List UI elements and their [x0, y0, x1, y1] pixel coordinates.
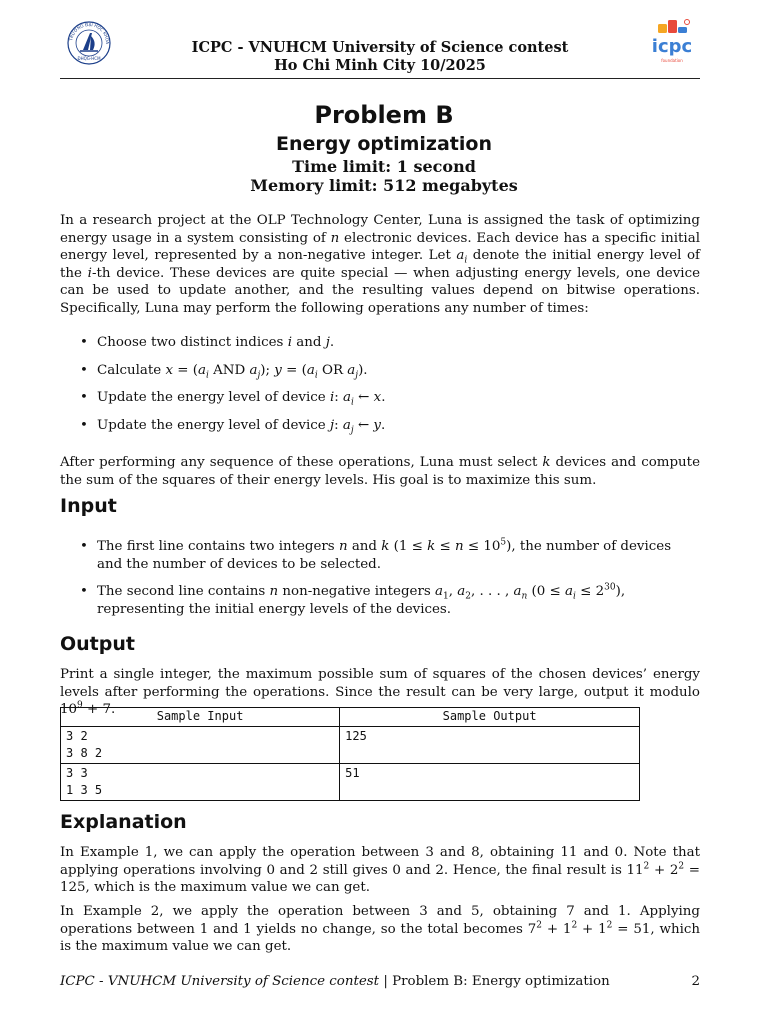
explanation-2 — [60, 903, 700, 956]
sample-input-cell: 3 3 1 3 5 — [61, 764, 340, 801]
explanation-paragraph: In Example 1, we can apply the operation between 3 and 8, obtaining 11 and 0. Note that applying operations involving 0 and 2 still gives 0 and 2. Hence, the final result is $11^2 + 2^2 = 125$, which is the maximum value we can get. — [60, 845, 700, 895]
time-limit: Time limit: 1 second — [292, 157, 476, 176]
input-item: • The first line contains two integers n and k $(1 \le k \le n \le 10^5)$, the number of devices and the number of devices to be selected. — [60, 538, 700, 573]
footer-problem-ref: Problem B: Energy optimization — [392, 974, 610, 989]
problem-name: Energy optimization — [276, 133, 492, 155]
sample-output-cell: 125 — [340, 727, 640, 764]
page-number: 2 — [691, 974, 700, 989]
output-paragraph: Print a single integer, the maximum possible sum of squares of the chosen devices’ energy levels after performing the operations. Since the result can be very large, output it modulo $10^9 + 7$. — [60, 667, 700, 717]
sample-row — [61, 727, 640, 764]
operations-list — [60, 334, 700, 444]
page-footer — [60, 974, 700, 989]
svg-text:icpc: icpc — [651, 36, 693, 57]
explanation-1 — [60, 844, 700, 897]
svg-text:ĐHQG-HCM: ĐHQG-HCM — [77, 56, 101, 61]
statement-intro — [60, 212, 700, 317]
goal-paragraph: After performing any sequence of these operations, Luna must select k devices and compute the sum of the squares of their energy levels. His goal is to maximize this sum. — [60, 455, 700, 488]
input-heading: Input — [60, 495, 117, 517]
operation-item: • Calculate $x = (a_i$ AND $a_j$); $y = (a_i$ OR $a_j$). — [60, 362, 700, 380]
footer-separator: | — [383, 974, 388, 989]
footer-contest: ICPC - VNUHCM University of Science contest — [60, 974, 380, 989]
memory-limit: Memory limit: 512 megabytes — [250, 176, 518, 195]
output-heading: Output — [60, 633, 135, 655]
samples-table — [60, 707, 640, 801]
operation-item: • Update the energy level of device j: $a_j$ ← y. — [60, 417, 700, 435]
page-header — [60, 20, 700, 79]
samples-header-row — [61, 708, 640, 727]
statement-goal — [60, 454, 700, 489]
sample-input-cell: 3 2 3 8 2 — [61, 727, 340, 764]
input-item: • The second line contains n non-negative integers $a_1$, $a_2$, . . . , $a_n$ $(0 \le a_i \le 2^{30})$, representing the initial energy levels of the devices. — [60, 583, 700, 618]
explanation-paragraph: In Example 2, we apply the operation between 3 and 5, obtaining 7 and 1. Applying operations between 1 and 1 yields no change, so the total becomes $7^2 + 1^2 + 1^2 = 51$, which is the maximum value we can get. — [60, 904, 700, 954]
icpc-logo — [644, 18, 700, 70]
problem-title: Problem B — [314, 101, 454, 129]
svg-text:TRƯỜNG ĐẠI HỌC KHOA HỌC TỰ NHI: TRƯỜNG ĐẠI HỌC KHOA — [68, 21, 111, 45]
sample-row — [61, 764, 640, 801]
explanation-heading: Explanation — [60, 811, 187, 833]
sample-input-header: Sample Input — [61, 708, 340, 727]
place-date: Ho Chi Minh City 10/2025 — [274, 57, 486, 74]
intro-paragraph: In a research project at the OLP Technology Center, Luna is assigned the task of optimizing energy usage in a system consisting of n electronic devices. Each device has a specific initial energy level, represented by a non-negative integer. Let $a_i$ denote the initial energy level of the i-th device. These devices are quite special — when adjusting energy levels, one device can be used to update another, and the resulting values depend on bitwise operations. Specifically, Luna may perform the following operations any number of times: — [60, 213, 701, 316]
sample-output-cell: 51 — [340, 764, 640, 801]
operation-item: • Choose two distinct indices i and j. — [60, 334, 700, 352]
header-title — [60, 39, 700, 75]
sample-output-header: Sample Output — [340, 708, 640, 727]
problem-limits — [0, 157, 768, 195]
svg-text:foundation: foundation — [661, 58, 683, 63]
contest-name: ICPC - VNUHCM University of Science contest — [191, 39, 569, 56]
input-list — [60, 538, 700, 628]
operation-item: • Update the energy level of device i: $a_i$ ← x. — [60, 389, 700, 407]
